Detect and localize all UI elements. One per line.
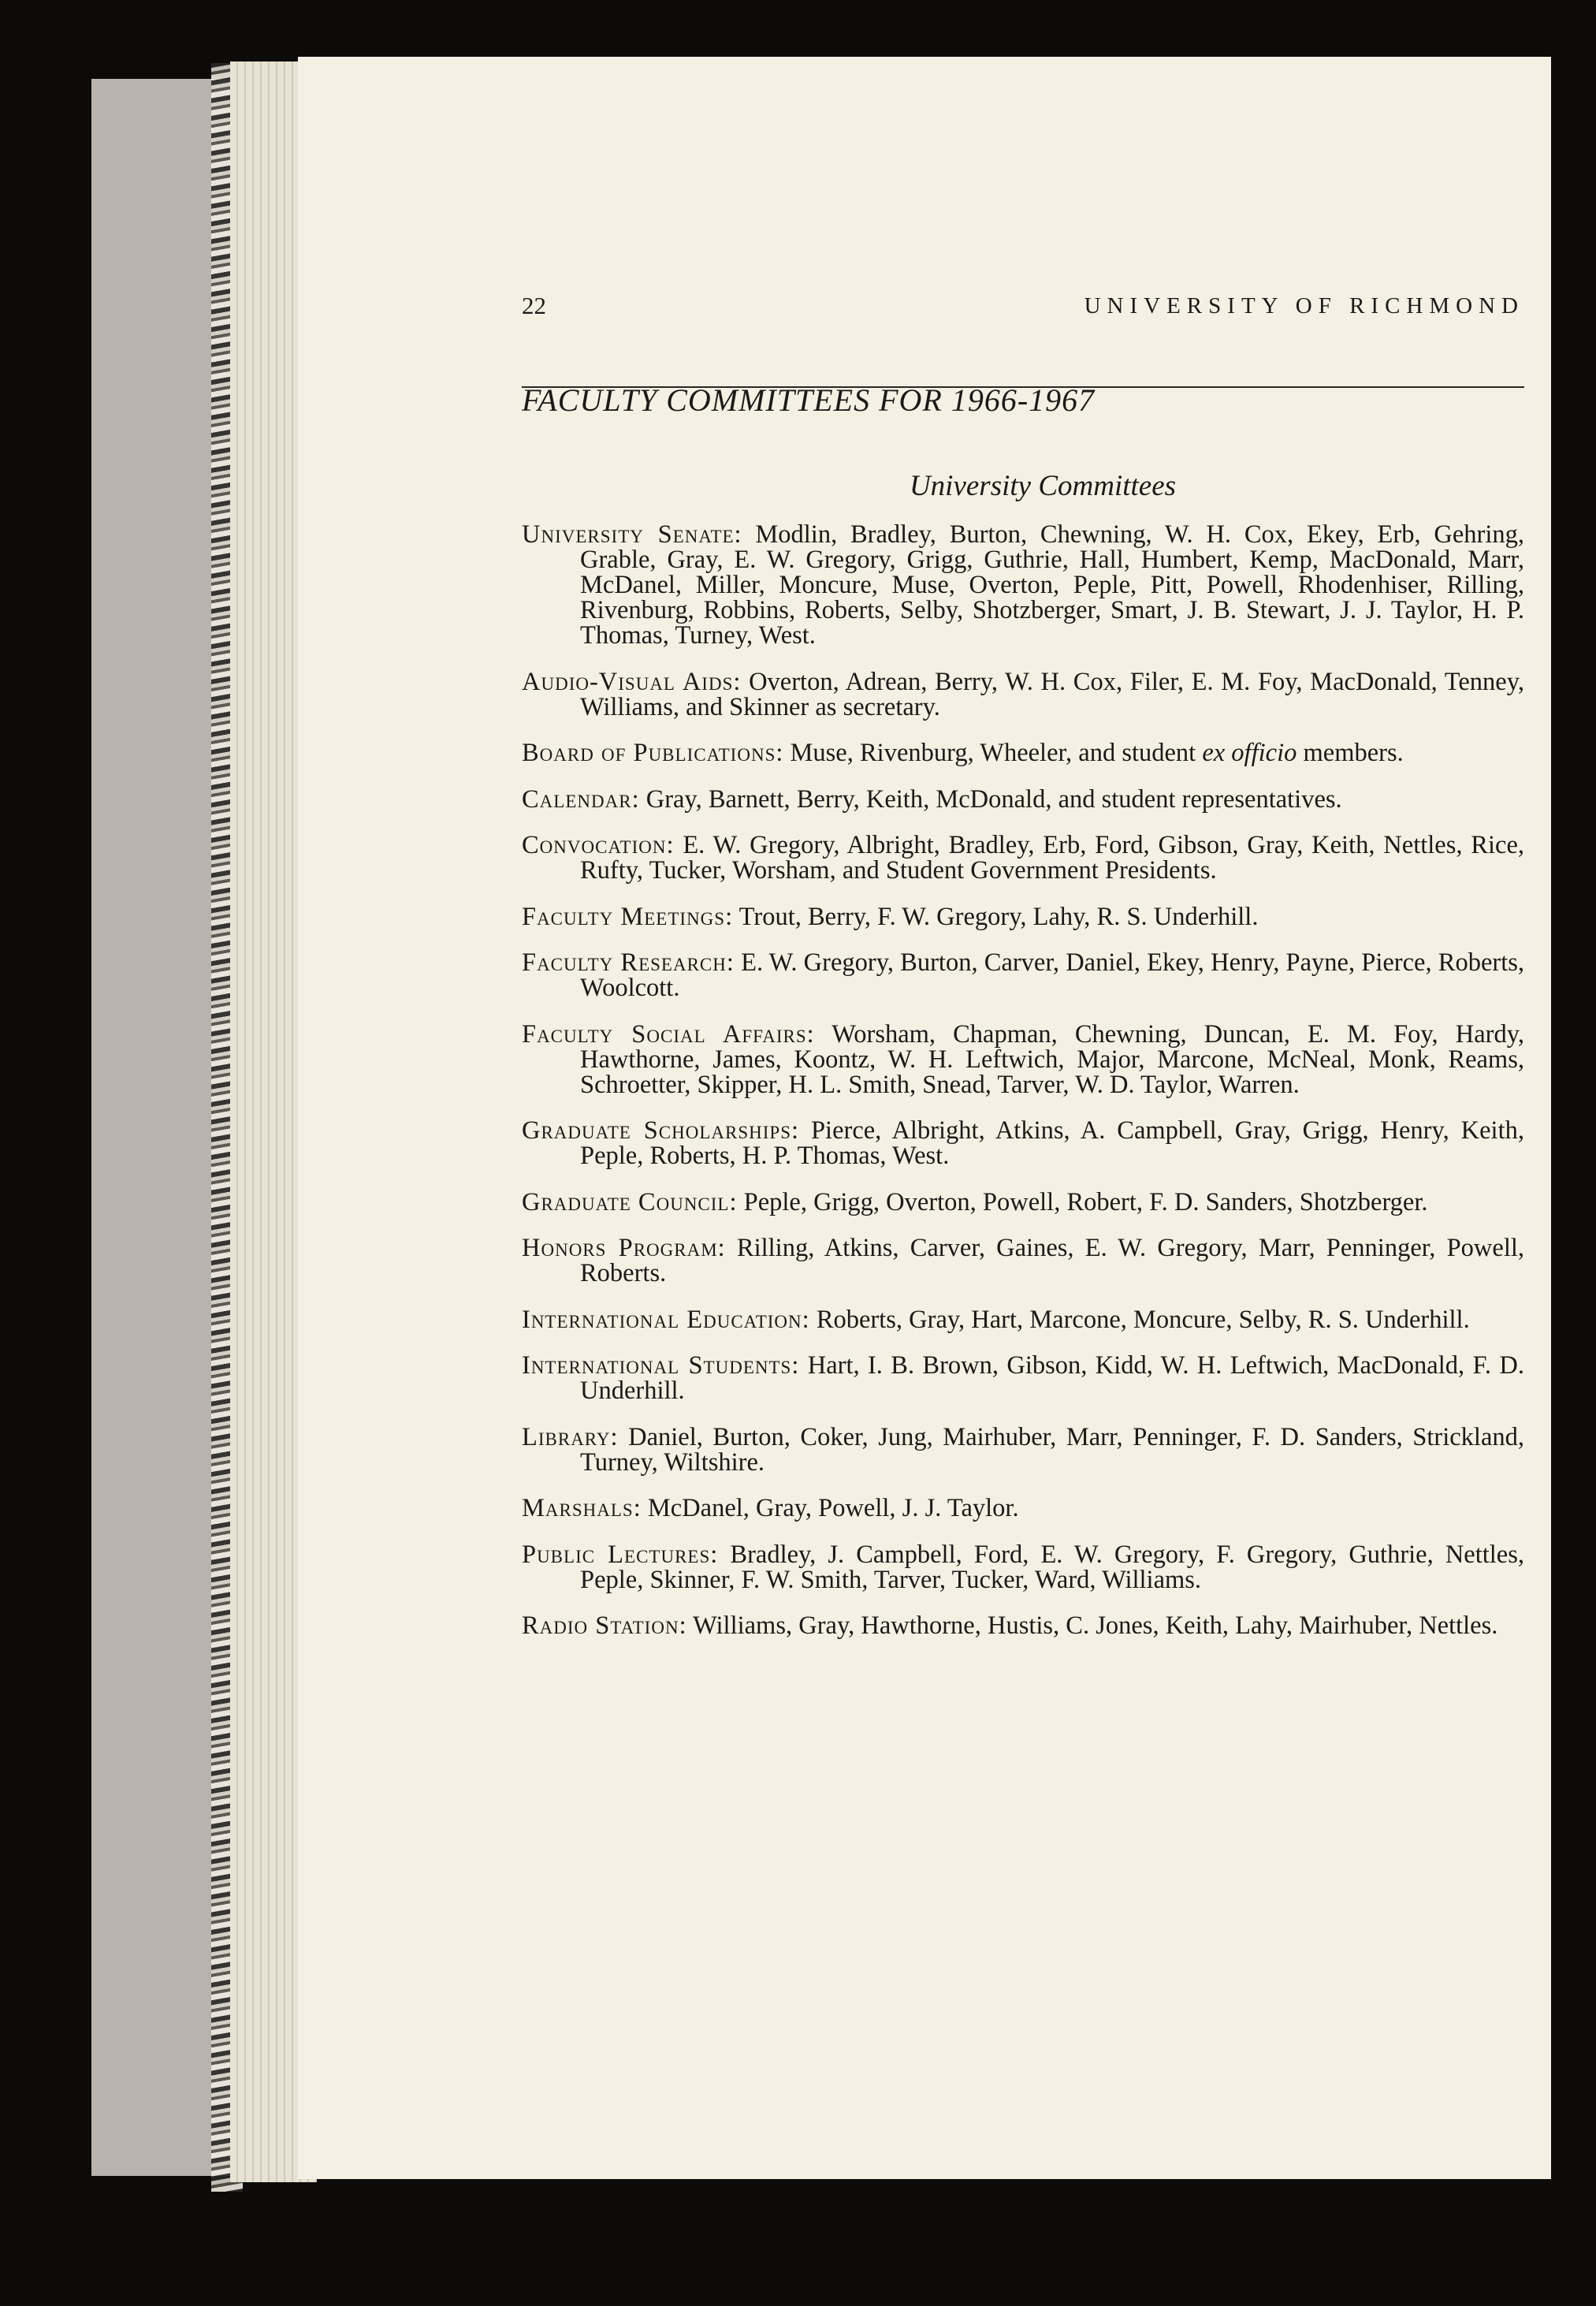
committee-entry <box>522 1235 1524 1286</box>
committee-name: University Senate : <box>522 520 742 549</box>
committee-name: Audio-Visual Aids : <box>522 668 741 696</box>
section-title: FACULTY COMMITTEES FOR 1966-1967 <box>522 382 1096 418</box>
committee-name: Graduate Council : <box>522 1188 738 1216</box>
committee-entry <box>522 1019 1524 1099</box>
committee-name: Marshals : <box>522 1494 642 1522</box>
page-number: 22 <box>522 292 546 319</box>
committee-members: Worsham, Chapman, Chewning, Duncan, E. M. Foy, Hardy, Hawthorne, James, Koontz, W. H. Leftwich, Major, Marcone, McNeal, Monk, Reams, Schroetter, Skipper, H. L. Smith, Snead, Tarver, W. D. Taylor, Warren. <box>580 1019 1524 1099</box>
committee-members: Muse, Rivenburg, Wheeler, and student <box>790 739 1196 767</box>
committee-entry <box>522 1118 1524 1168</box>
committee-name: International Education : <box>522 1306 810 1334</box>
committee-name: Faculty Meetings : <box>522 903 733 931</box>
committee-members: Roberts, Gray, Hart, Marcone, Moncure, Selby, R. S. Underhill. <box>816 1305 1470 1334</box>
journal-title: UNIVERSITY OF RICHMOND <box>1084 293 1524 319</box>
committee-members-end: members. <box>1303 739 1404 767</box>
committee-name: Calendar : <box>522 785 640 814</box>
committee-entry <box>522 1353 1524 1403</box>
committee-name: Faculty Research : <box>522 948 735 977</box>
committee-members: Trout, Berry, F. W. Gregory, Lahy, R. S. Underhill. <box>738 902 1259 931</box>
section-subtitle: University Committees <box>909 470 1177 502</box>
book-page <box>298 57 1551 2179</box>
committee-entry <box>522 1496 1524 1521</box>
committee-list <box>522 522 1524 1660</box>
committee-entry <box>522 1422 1525 1477</box>
committee-name: Library : <box>522 1423 619 1451</box>
committee-name: Public Lectures : <box>522 1540 718 1569</box>
running-head <box>522 290 1524 388</box>
committee-members: E. W. Gregory, Burton, Carver, Daniel, Ekey, Henry, Payne, Pierce, Roberts, Woolcott. <box>580 948 1524 1002</box>
committee-entry <box>522 904 1524 929</box>
committee-members: Bradley, J. Campbell, Ford, E. W. Gregory, F. Gregory, Guthrie, Nettles, Peple, Skinner, F. W. Smith, Tarver, Tucker, Ward, Williams. <box>580 1540 1524 1594</box>
committee-name: Radio Station : <box>522 1611 687 1640</box>
committee-members: Pierce, Albright, Atkins, A. Campbell, Gray, Grigg, Henry, Keith, Peple, Roberts, H. P. Thomas, West. <box>580 1116 1524 1170</box>
committee-name: International Students : <box>522 1351 799 1380</box>
committee-entry <box>522 784 1524 814</box>
committee-entry <box>522 522 1524 648</box>
committee-entry <box>522 1187 1524 1216</box>
committee-entry <box>522 1542 1524 1593</box>
committee-members: Hart, I. B. Brown, Gibson, Kidd, W. H. Leftwich, MacDonald, F. D. Underhill. <box>580 1351 1524 1405</box>
committee-entry <box>522 1307 1524 1332</box>
committee-name: Convocation : <box>522 831 674 859</box>
committee-entry <box>522 833 1524 883</box>
committee-name: Board of Publications : <box>522 739 783 767</box>
committee-members-italic: ex officio <box>1202 739 1297 767</box>
committee-members: Daniel, Burton, Coker, Jung, Mairhuber, Marr, Penninger, F. D. Sanders, Strickland, Turney, Wiltshire. <box>580 1422 1525 1477</box>
committee-members: Modlin, Bradley, Burton, Chewning, W. H. Cox, Ekey, Erb, Gehring, Grable, Gray, E. W. Gregory, Grigg, Guthrie, Hall, Humbert, Kemp, MacDonald, Marr, McDanel, Miller, Moncure, Muse, Overton, Peple, Pitt, Powell, Rhodenhiser, Rilling, Rivenburg, Robbins, Roberts, Selby, Shotzberger, Smart, J. B. Stewart, J. J. Taylor, H. P. Thomas, Turney, West. <box>580 520 1524 650</box>
committee-entry <box>522 740 1524 766</box>
committee-entry <box>522 950 1524 1000</box>
committee-name: Faculty Social Affairs : <box>522 1020 815 1049</box>
committee-members: McDanel, Gray, Powell, J. J. Taylor. <box>647 1494 1019 1522</box>
committee-members: Rilling, Atkins, Carver, Gaines, E. W. Gregory, Marr, Penninger, Powell, Roberts. <box>580 1234 1525 1287</box>
committee-members: E. W. Gregory, Albright, Bradley, Erb, Ford, Gibson, Gray, Keith, Nettles, Rice, Rufty, Tucker, Worsham, and Student Government Presidents. <box>580 831 1524 885</box>
committee-entry <box>522 669 1524 720</box>
committee-members: Williams, Gray, Hawthorne, Hustis, C. Jones, Keith, Lahy, Mairhuber, Nettles. <box>693 1611 1498 1640</box>
committee-entry <box>522 1613 1524 1638</box>
committee-members: Peple, Grigg, Overton, Powell, Robert, F. D. Sanders, Shotzberger. <box>743 1187 1428 1216</box>
committee-name: Honors Program : <box>522 1234 726 1262</box>
committee-members: Gray, Barnett, Berry, Keith, McDonald, and student representatives. <box>645 784 1342 814</box>
committee-members: Overton, Adrean, Berry, W. H. Cox, Filer, E. M. Foy, MacDonald, Tenney, Williams, and Skinner as secretary. <box>580 667 1525 721</box>
committee-name: Graduate Scholarships : <box>522 1116 799 1145</box>
